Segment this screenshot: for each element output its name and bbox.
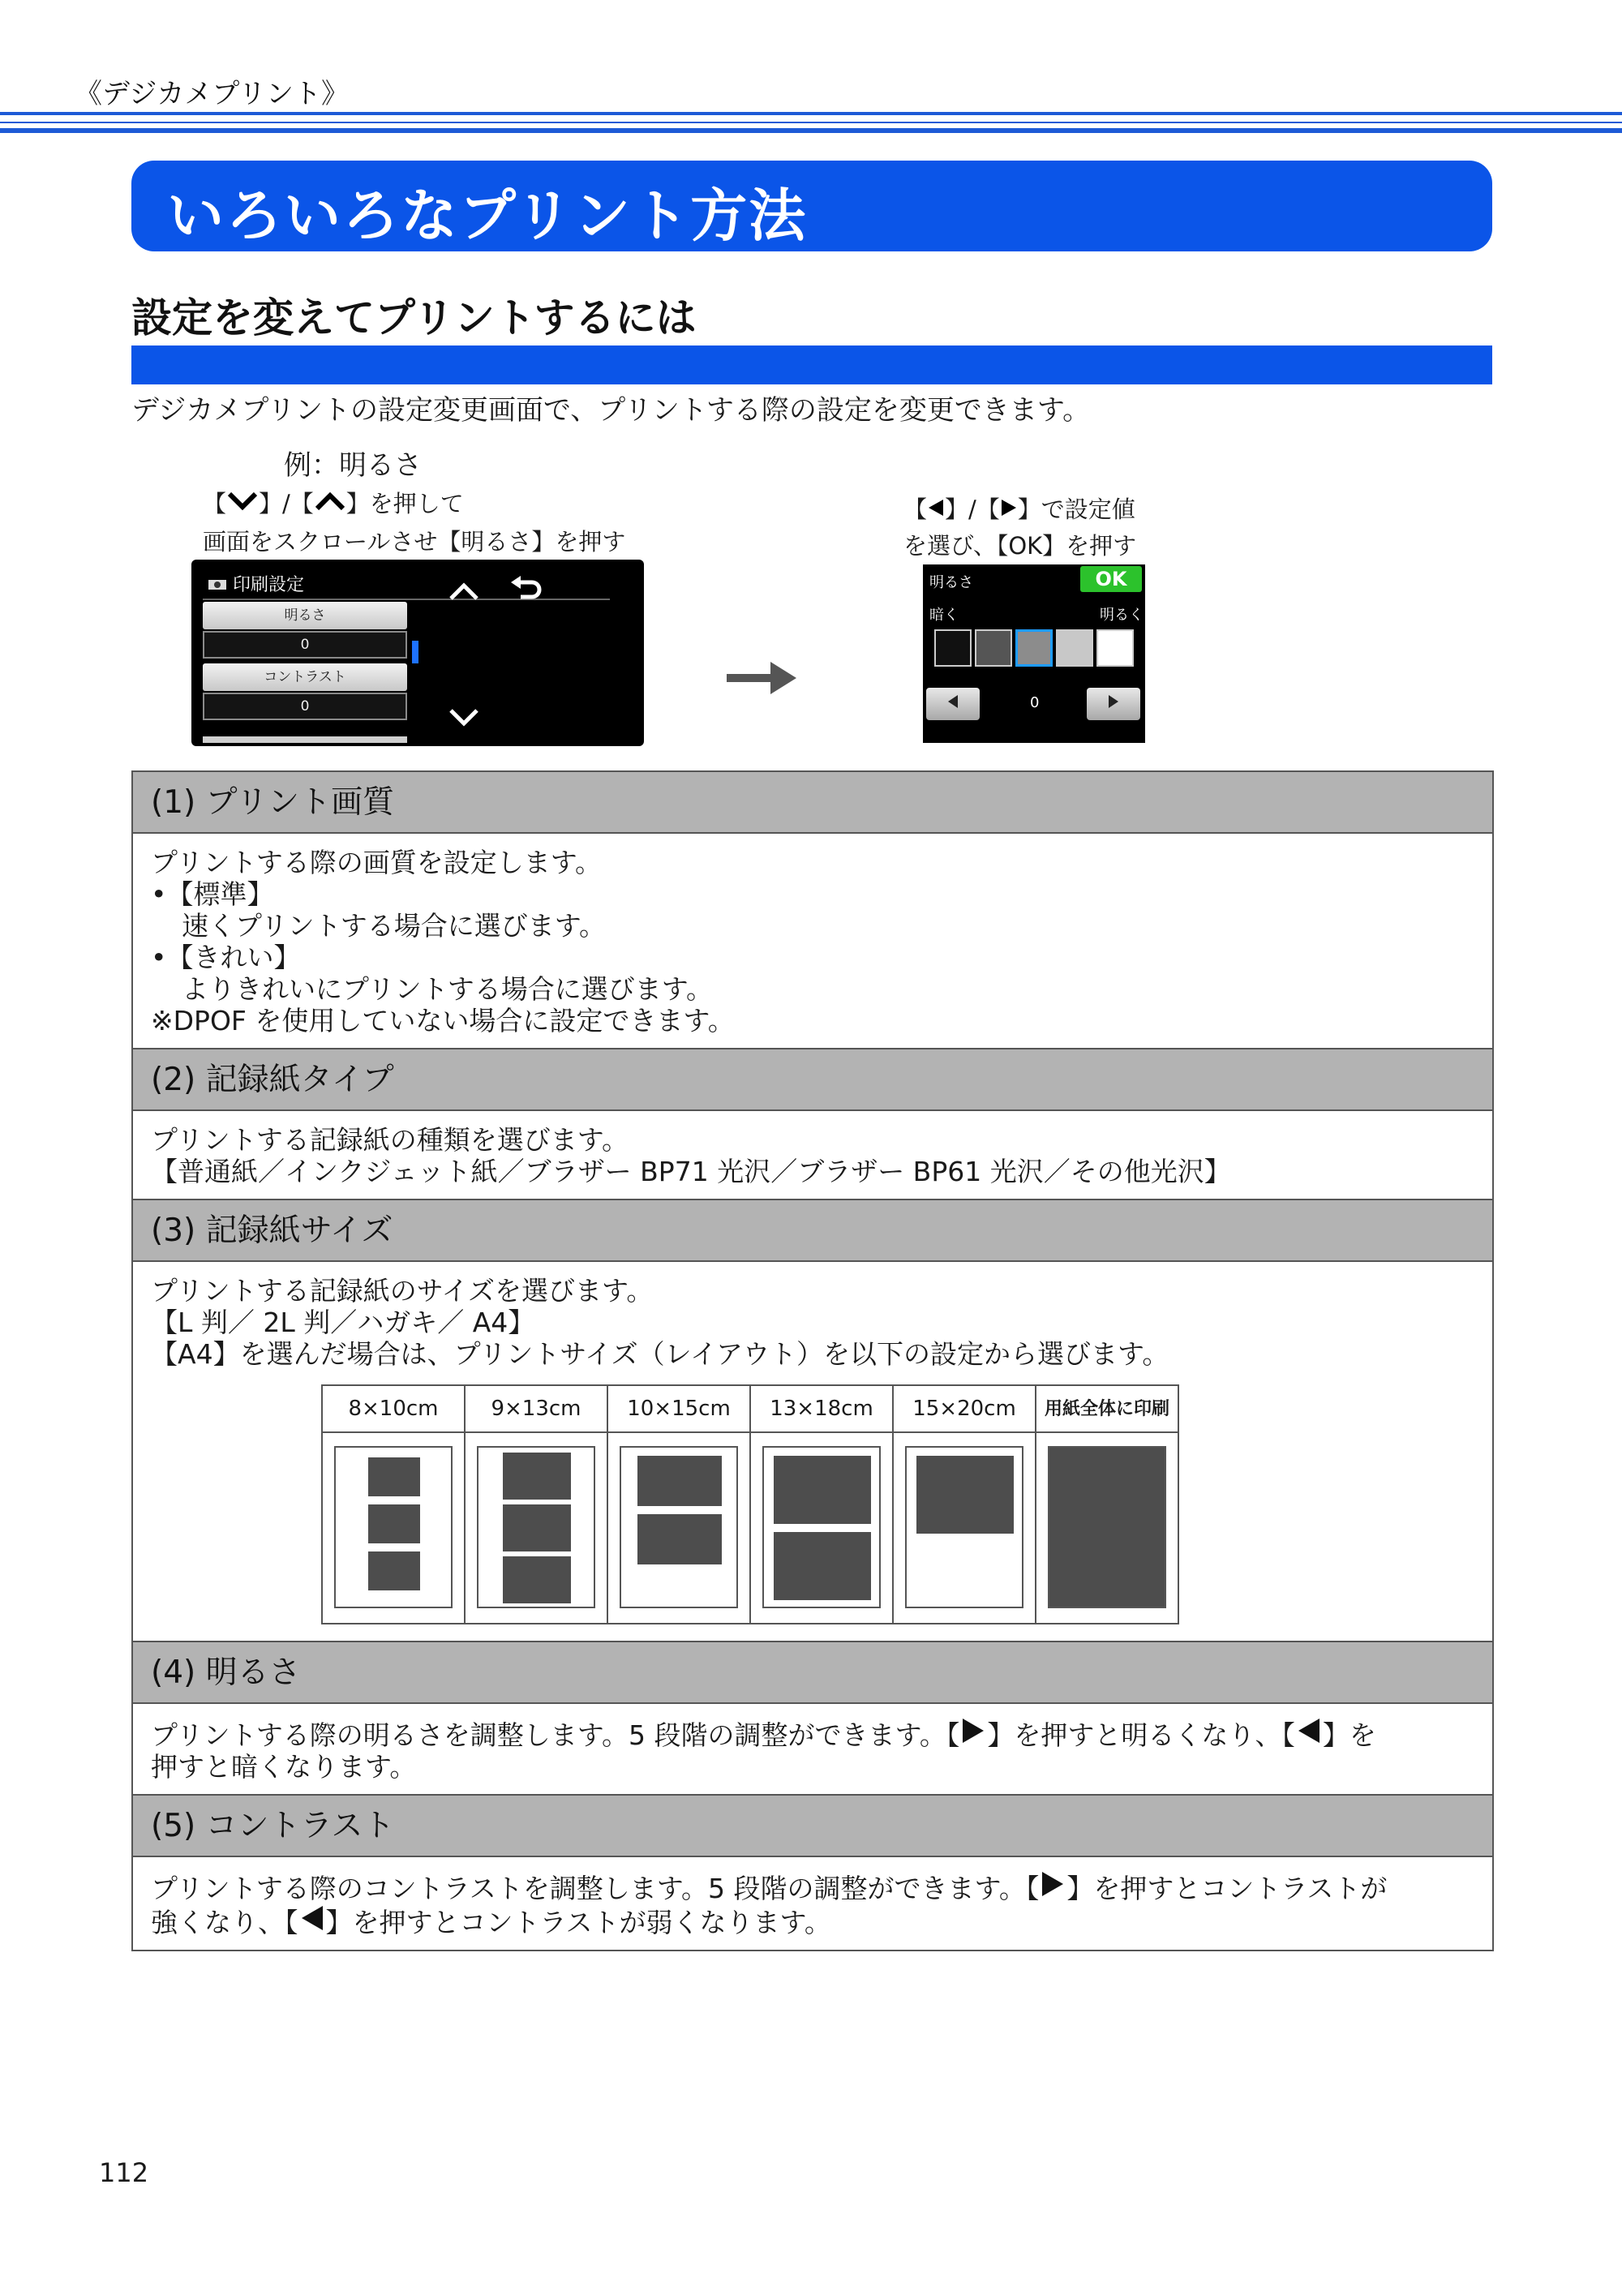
lcd-header: 印刷設定 <box>208 571 304 596</box>
camera-icon <box>208 575 227 595</box>
triangle-right-icon <box>1039 1873 1066 1904</box>
triangle-right-icon <box>1107 693 1120 714</box>
section-header: (3) 記録紙サイズ <box>133 1200 1492 1262</box>
layout-header: 用紙全体に印刷 <box>1036 1385 1178 1432</box>
lcd-scrollbar[interactable] <box>412 641 418 663</box>
triangle-left-icon <box>298 1907 326 1938</box>
section-header: (4) 明るさ <box>133 1642 1492 1704</box>
right-button[interactable] <box>1087 688 1140 720</box>
section-heading-bar <box>131 345 1492 384</box>
brightness-swatch-selected[interactable] <box>1015 629 1053 667</box>
triangle-left-icon <box>1295 1719 1323 1751</box>
settings-table <box>131 770 1494 1951</box>
breadcrumb: 《デジカメプリント》 <box>75 78 349 110</box>
section-heading: 設定を変えてプリントするには <box>131 294 697 341</box>
layout-diagram <box>322 1432 465 1624</box>
right-arrow-icon <box>727 662 796 694</box>
section-body: プリントする記録紙のサイズを選びます。 【L 判／ 2L 判／ハガキ／ A4】 【A4】を選んだ場合は、プリントサイズ（レイアウト）を以下の設定から選びます。 8×10cm 9×13cm 10×15cm 13×18cm 15×20cm 用紙全体に印刷 <box>133 1262 1492 1642</box>
section-header: (5) コントラスト <box>133 1796 1492 1857</box>
header-rule <box>0 122 1622 123</box>
page-title: いろいろなプリント方法 <box>167 182 808 249</box>
triangle-left-icon <box>927 492 945 528</box>
brightness-swatch[interactable] <box>975 629 1012 667</box>
page-number: 112 <box>99 2157 149 2188</box>
ok-button[interactable]: OK <box>1080 566 1142 592</box>
triangle-left-icon <box>946 693 959 714</box>
lcd-brightness-screen: 明るさ OK 暗く 明るく 0 <box>923 564 1145 743</box>
brightness-swatch[interactable] <box>1096 629 1134 667</box>
section-header: (2) 記録紙タイプ <box>133 1049 1492 1111</box>
chevron-down-icon <box>226 486 259 523</box>
lcd-item-brightness[interactable]: 明るさ 0 <box>203 602 407 660</box>
layout-header: 8×10cm <box>322 1385 465 1432</box>
section-body: プリントする際の明るさを調整します。5 段階の調整ができます。【 】を押すと明るくなり、【 】を 押すと暗くなります。 <box>133 1704 1492 1796</box>
layout-table <box>321 1384 1179 1624</box>
layout-diagram <box>750 1432 893 1624</box>
brightness-swatch[interactable] <box>934 629 972 667</box>
triangle-right-icon <box>959 1719 987 1751</box>
chevron-down-icon[interactable] <box>448 707 480 732</box>
left-button[interactable] <box>926 688 980 720</box>
chevron-up-icon[interactable] <box>448 581 480 605</box>
title-banner <box>131 161 1492 251</box>
chevron-up-icon <box>314 486 346 523</box>
instruction-right: 【 】/【 】で設定値 を選び、【OK】を押す <box>903 491 1136 564</box>
layout-header: 9×13cm <box>465 1385 607 1432</box>
back-arrow-icon[interactable] <box>509 576 543 605</box>
lcd-item-contrast[interactable]: コントラスト 0 <box>203 663 407 722</box>
triangle-right-icon <box>1000 492 1018 528</box>
layout-diagram <box>607 1432 750 1624</box>
instruction-left: 【 】/【 】を押して 画面をスクロールさせ【明るさ】を押す <box>203 485 625 560</box>
intro-text: デジカメプリントの設定変更画面で、プリントする際の設定を変更できます。 <box>131 394 1091 427</box>
layout-diagram <box>465 1432 607 1624</box>
layout-header: 15×20cm <box>893 1385 1036 1432</box>
section-header: (1) プリント画質 <box>133 772 1492 834</box>
section-body: プリントする記録紙の種類を選びます。 【普通紙／インクジェット紙／ブラザー BP71 光沢／ブラザー BP61 光沢／その他光沢】 <box>133 1111 1492 1200</box>
layout-diagram <box>893 1432 1036 1624</box>
layout-header: 10×15cm <box>607 1385 750 1432</box>
header-rule <box>0 112 1622 115</box>
layout-header: 13×18cm <box>750 1385 893 1432</box>
brightness-swatch[interactable] <box>1056 629 1093 667</box>
header-rule <box>0 128 1622 133</box>
section-body: プリントする際のコントラストを調整します。5 段階の調整ができます。【 】を押すとコントラストが 強くなり、【 】を押すとコントラストが弱くなります。 <box>151 1873 1388 1938</box>
lcd-settings-screen <box>191 560 644 746</box>
layout-diagram <box>1036 1432 1178 1624</box>
example-label: 例：明るさ <box>284 449 422 482</box>
section-body: プリントする際の画質を設定します。 •【標準】 速くプリントする場合に選びます。 •【きれい】 よりきれいにプリントする場合に選びます。 ※DPOF を使用していない場合に設定できます。 <box>133 834 1492 1049</box>
